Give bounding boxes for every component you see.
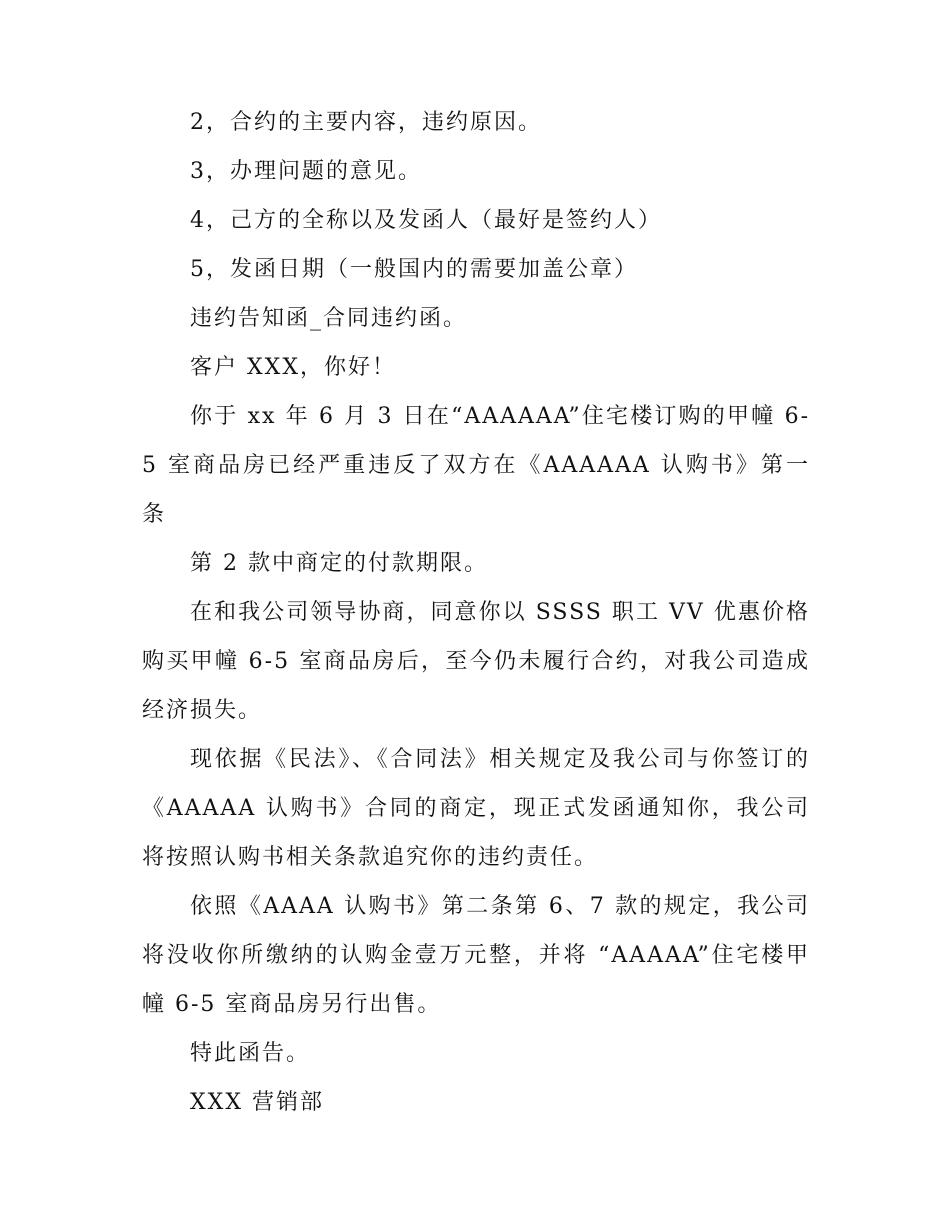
salutation: 客户 XXX，你好！ bbox=[190, 355, 396, 380]
paragraph-item-3: 3，办理问题的意见。 bbox=[190, 159, 422, 184]
paragraph-item-2: 2，合约的主要内容，违约原因。 bbox=[190, 110, 542, 135]
paragraph-item-4: 4，己方的全称以及发函人（最好是签约人） bbox=[190, 208, 662, 233]
signature-department: XXX 营销部 bbox=[190, 1090, 324, 1115]
body-paragraph-1: 你于 xx 年 6 月 3 日在“AAAAAA”住宅楼订购的甲幢 6-5 室商品房已经严重违反了双方在《AAAAAA 认购书》第一条 bbox=[142, 404, 810, 527]
body-paragraph-4: 依照《AAAA 认购书》第二条第 6、7 款的规定，我公司将没收你所缴纳的认购金壹万元整，并将 “AAAAA”住宅楼甲幢 6-5 室商品房另行出售。 bbox=[142, 894, 810, 1017]
body-paragraph-3: 现依据《民法》、《合同法》相关规定及我公司与你签订的《AAAAA 认购书》合同的商定，现正式发函通知你，我公司将按照认购书相关条款追究你的违约责任。 bbox=[142, 747, 810, 870]
paragraph-item-5: 5，发函日期（一般国内的需要加盖公章） bbox=[190, 257, 638, 282]
body-paragraph-1-continued: 第 2 款中商定的付款期限。 bbox=[190, 551, 488, 576]
document-body bbox=[142, 98, 810, 1127]
letter-title: 违约告知函_合同违约函。 bbox=[190, 306, 468, 331]
body-paragraph-2: 在和我公司领导协商，同意你以 SSSS 职工 VV 优惠价格购买甲幢 6-5 室商品房后，至今仍未履行合约，对我公司造成经济损失。 bbox=[142, 600, 810, 723]
closing-line: 特此函告。 bbox=[190, 1041, 311, 1066]
